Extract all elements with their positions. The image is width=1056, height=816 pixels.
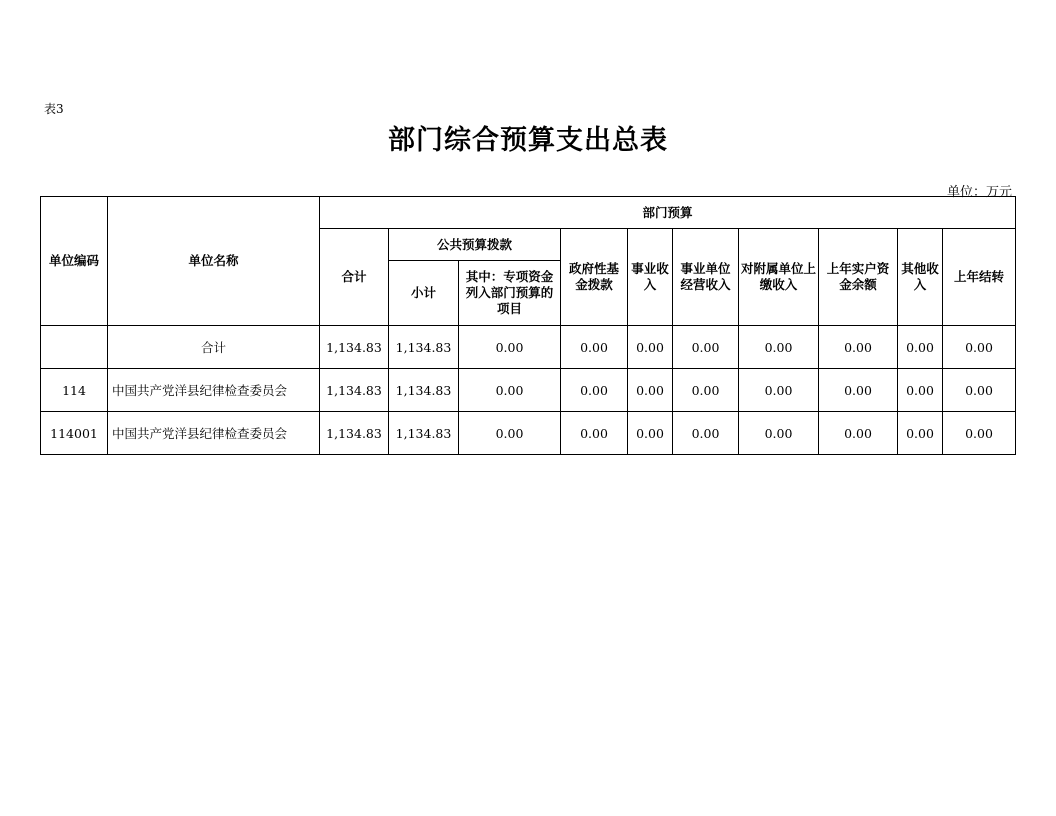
- header-special-included: 其中：专项资金列入部门预算的项目: [459, 261, 561, 326]
- cell-special: 0.00: [459, 326, 561, 369]
- cell-total: 1,134.83: [320, 369, 389, 412]
- header-prev-year-balance: 上年实户资金余额: [819, 229, 898, 326]
- cell-balance: 0.00: [819, 369, 898, 412]
- cell-business: 0.00: [628, 369, 673, 412]
- cell-subtotal: 1,134.83: [389, 412, 459, 455]
- header-subtotal: 小计: [389, 261, 459, 326]
- cell-subtotal: 1,134.83: [389, 326, 459, 369]
- unit-label: 单位：万元: [946, 185, 1012, 200]
- header-other-income: 其他收入: [898, 229, 943, 326]
- cell-special: 0.00: [459, 412, 561, 455]
- header-business-income: 事业收入: [628, 229, 673, 326]
- cell-other: 0.00: [898, 326, 943, 369]
- cell-other: 0.00: [898, 412, 943, 455]
- table-row: [41, 412, 1016, 455]
- cell-business: 0.00: [628, 412, 673, 455]
- cell-code: 114001: [41, 412, 108, 455]
- header-gov-fund: 政府性基金拨款: [561, 229, 628, 326]
- cell-name: 合计: [108, 326, 320, 369]
- header-dept-budget: 部门预算: [320, 197, 1016, 229]
- cell-operating: 0.00: [673, 412, 739, 455]
- cell-other: 0.00: [898, 369, 943, 412]
- cell-carryover: 0.00: [943, 412, 1016, 455]
- cell-balance: 0.00: [819, 326, 898, 369]
- cell-carryover: 0.00: [943, 369, 1016, 412]
- header-prev-year-carryover: 上年结转: [943, 229, 1016, 326]
- cell-total: 1,134.83: [320, 326, 389, 369]
- cell-affiliated: 0.00: [739, 412, 819, 455]
- header-unit-name: 单位名称: [108, 197, 320, 326]
- header-public-alloc: 公共预算拨款: [389, 229, 561, 261]
- cell-name: 中国共产党洋县纪律检查委员会: [108, 369, 320, 412]
- cell-subtotal: 1,134.83: [389, 369, 459, 412]
- cell-gov-fund: 0.00: [561, 412, 628, 455]
- cell-name: 中国共产党洋县纪律检查委员会: [108, 412, 320, 455]
- header-unit-code: 单位编码: [41, 197, 108, 326]
- header-affiliated-paid: 对附属单位上缴收入: [739, 229, 819, 326]
- header-row-1: [41, 197, 1016, 229]
- cell-special: 0.00: [459, 369, 561, 412]
- cell-affiliated: 0.00: [739, 369, 819, 412]
- cell-balance: 0.00: [819, 412, 898, 455]
- header-biz-unit-operating: 事业单位经营收入: [673, 229, 739, 326]
- cell-business: 0.00: [628, 326, 673, 369]
- table-number: 表3: [44, 102, 64, 116]
- cell-operating: 0.00: [673, 326, 739, 369]
- cell-gov-fund: 0.00: [561, 369, 628, 412]
- cell-code: 114: [41, 369, 108, 412]
- cell-operating: 0.00: [673, 369, 739, 412]
- page-title: 部门综合预算支出总表: [388, 125, 668, 156]
- cell-total: 1,134.83: [320, 412, 389, 455]
- budget-table: [40, 196, 1016, 455]
- table-row: [41, 369, 1016, 412]
- cell-gov-fund: 0.00: [561, 326, 628, 369]
- header-total: 合计: [320, 229, 389, 326]
- cell-code: [41, 326, 108, 369]
- cell-carryover: 0.00: [943, 326, 1016, 369]
- table-row: [41, 326, 1016, 369]
- cell-affiliated: 0.00: [739, 326, 819, 369]
